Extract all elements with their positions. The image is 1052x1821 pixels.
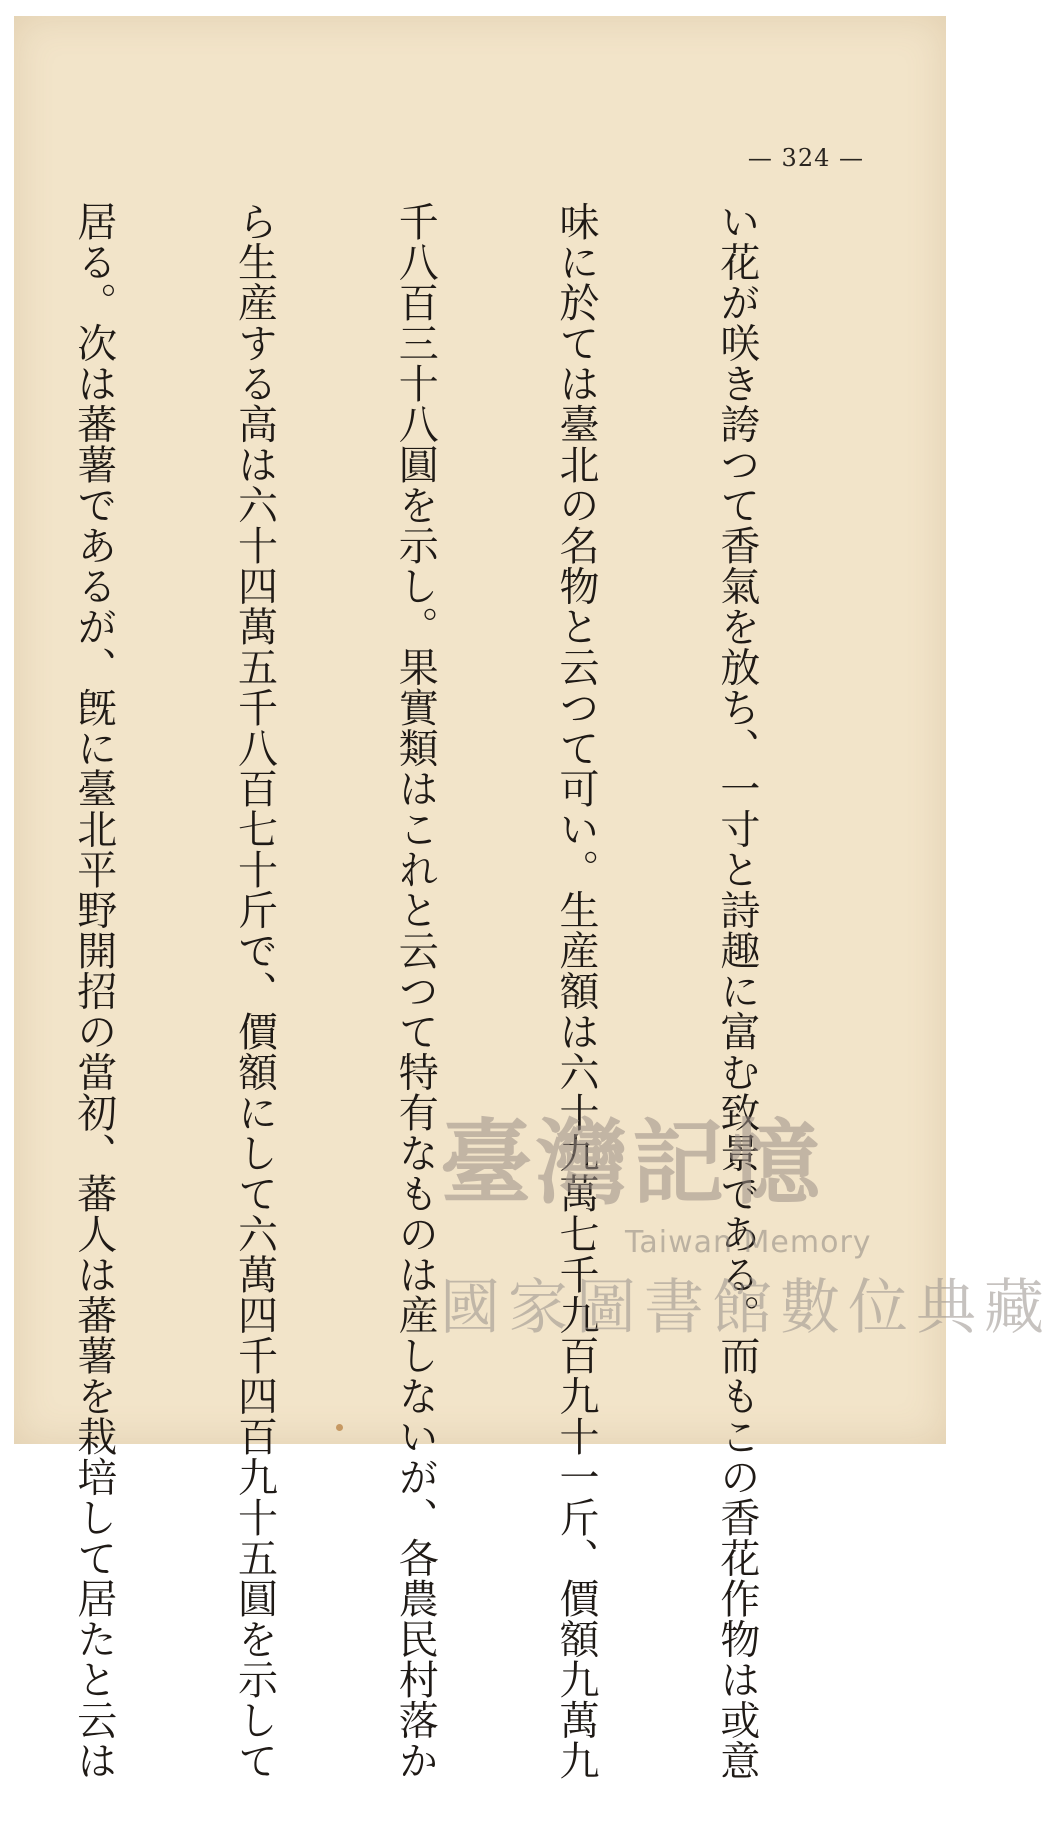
vertical-text-body [0, 201, 870, 1781]
scanned-page [14, 16, 1052, 1781]
page-number: — 324 — [747, 144, 864, 172]
text-line: ら生産する高は六十四萬五千八百七十斤で、價額にして六萬四千四百九十五圓を示して [231, 201, 278, 1781]
watermark-chinese: 國家圖書館數位典藏 [440, 1273, 1052, 1343]
text-line: 千八百三十八圓を示し。果實類はこれと云つて特有なものは産しないが、各農民村落か [392, 201, 439, 1781]
watermark-logo: 臺灣記憶 [440, 1109, 825, 1217]
watermark-english: Taiwan Memory [625, 1225, 872, 1260]
text-line: 居る。次は蕃薯であるが、旣に臺北平野開招の當初、蕃人は蕃薯を栽培して居たと云は [70, 201, 117, 1781]
ink-smudge [336, 1424, 343, 1431]
text-line: い花が咲き誇つて香氣を放ち、一寸と詩趣に富む致景である。而もこの香花作物は或意 [713, 201, 760, 1781]
text-line: 味に於ては臺北の名物と云つて可い。生産額は六十九萬七千九百九十一斤、價額九萬九 [553, 201, 600, 1781]
